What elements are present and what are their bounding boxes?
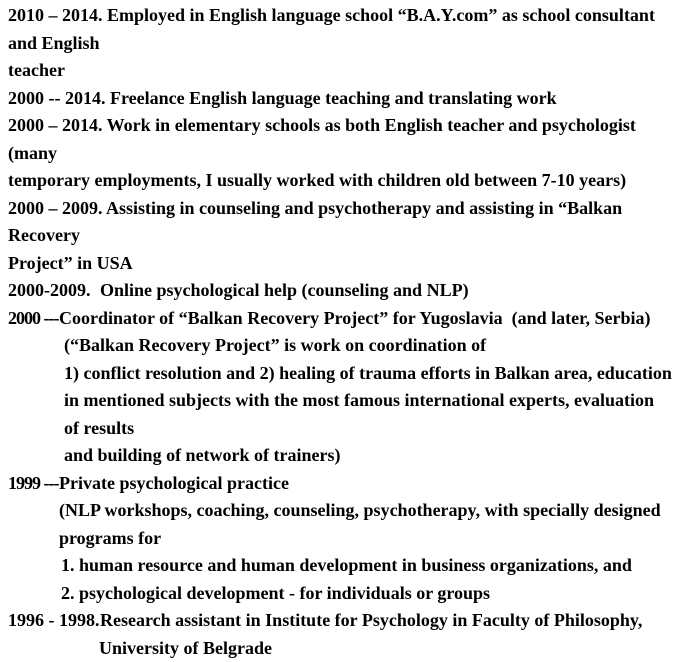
entry-private-practice-item-2: 2. psychological development - for individuals or groups bbox=[8, 580, 673, 608]
entry-private-practice-line-2: (NLP workshops, coaching, counseling, psychotherapy, with specially designed bbox=[8, 497, 673, 525]
entry-online-psych-help-text: Online psychological help (counseling and NLP) bbox=[100, 280, 469, 300]
entry-counseling-assist-line-2: Project” in USA bbox=[8, 250, 673, 278]
entry-brp-coordinator-years: 2000 --- bbox=[8, 305, 59, 333]
entry-brp-coordinator-line-5: and building of network of trainers) bbox=[8, 442, 673, 470]
entry-brp-coordinator-line-2: (“Balkan Recovery Project” is work on coordination of bbox=[8, 332, 673, 360]
entry-research-assistant-text: Research assistant in Institute for Psychology in Faculty of Philosophy, bbox=[100, 610, 642, 630]
entry-brp-coordinator-text: Coordinator of “Balkan Recovery Project” for Yugoslavia (and later, Serbia) bbox=[59, 308, 650, 328]
entry-research-assistant-line-1 bbox=[8, 607, 673, 635]
entry-elementary-schools-line-2: temporary employments, I usually worked with children old between 7-10 years) bbox=[8, 167, 673, 195]
entry-bay-school-line-1: 2010 – 2014. Employed in English language school “B.A.Y.com” as school consultant and English bbox=[8, 2, 673, 57]
entry-online-psych-help bbox=[8, 277, 673, 305]
entry-research-assistant-line-2: University of Belgrade bbox=[8, 635, 673, 662]
entry-private-practice-line-3: programs for bbox=[8, 525, 673, 553]
entry-bay-school-line-2: teacher bbox=[8, 57, 673, 85]
entry-counseling-assist-line-1: 2000 – 2009. Assisting in counseling and psychotherapy and assisting in “Balkan Recovery bbox=[8, 195, 673, 250]
entry-brp-coordinator-line-1 bbox=[8, 305, 673, 333]
entry-private-practice-line-1 bbox=[8, 470, 673, 498]
entry-brp-coordinator-line-4: in mentioned subjects with the most famous international experts, evaluation of results bbox=[8, 387, 673, 442]
entry-research-assistant-years: 1996 - 1998. bbox=[8, 607, 100, 635]
entry-elementary-schools-line-1: 2000 – 2014. Work in elementary schools as both English teacher and psychologist (many bbox=[8, 112, 673, 167]
entry-private-practice-item-1: 1. human resource and human development in business organizations, and bbox=[8, 552, 673, 580]
entry-online-psych-help-years: 2000-2009. bbox=[8, 277, 100, 305]
entry-private-practice-text: Private psychological practice bbox=[59, 473, 289, 493]
entry-freelance-english: 2000 -- 2014. Freelance English language teaching and translating work bbox=[8, 85, 673, 113]
entry-private-practice-years: 1999 --- bbox=[8, 470, 59, 498]
entry-brp-coordinator-line-3: 1) conflict resolution and 2) healing of trauma efforts in Balkan area, education bbox=[8, 360, 673, 388]
